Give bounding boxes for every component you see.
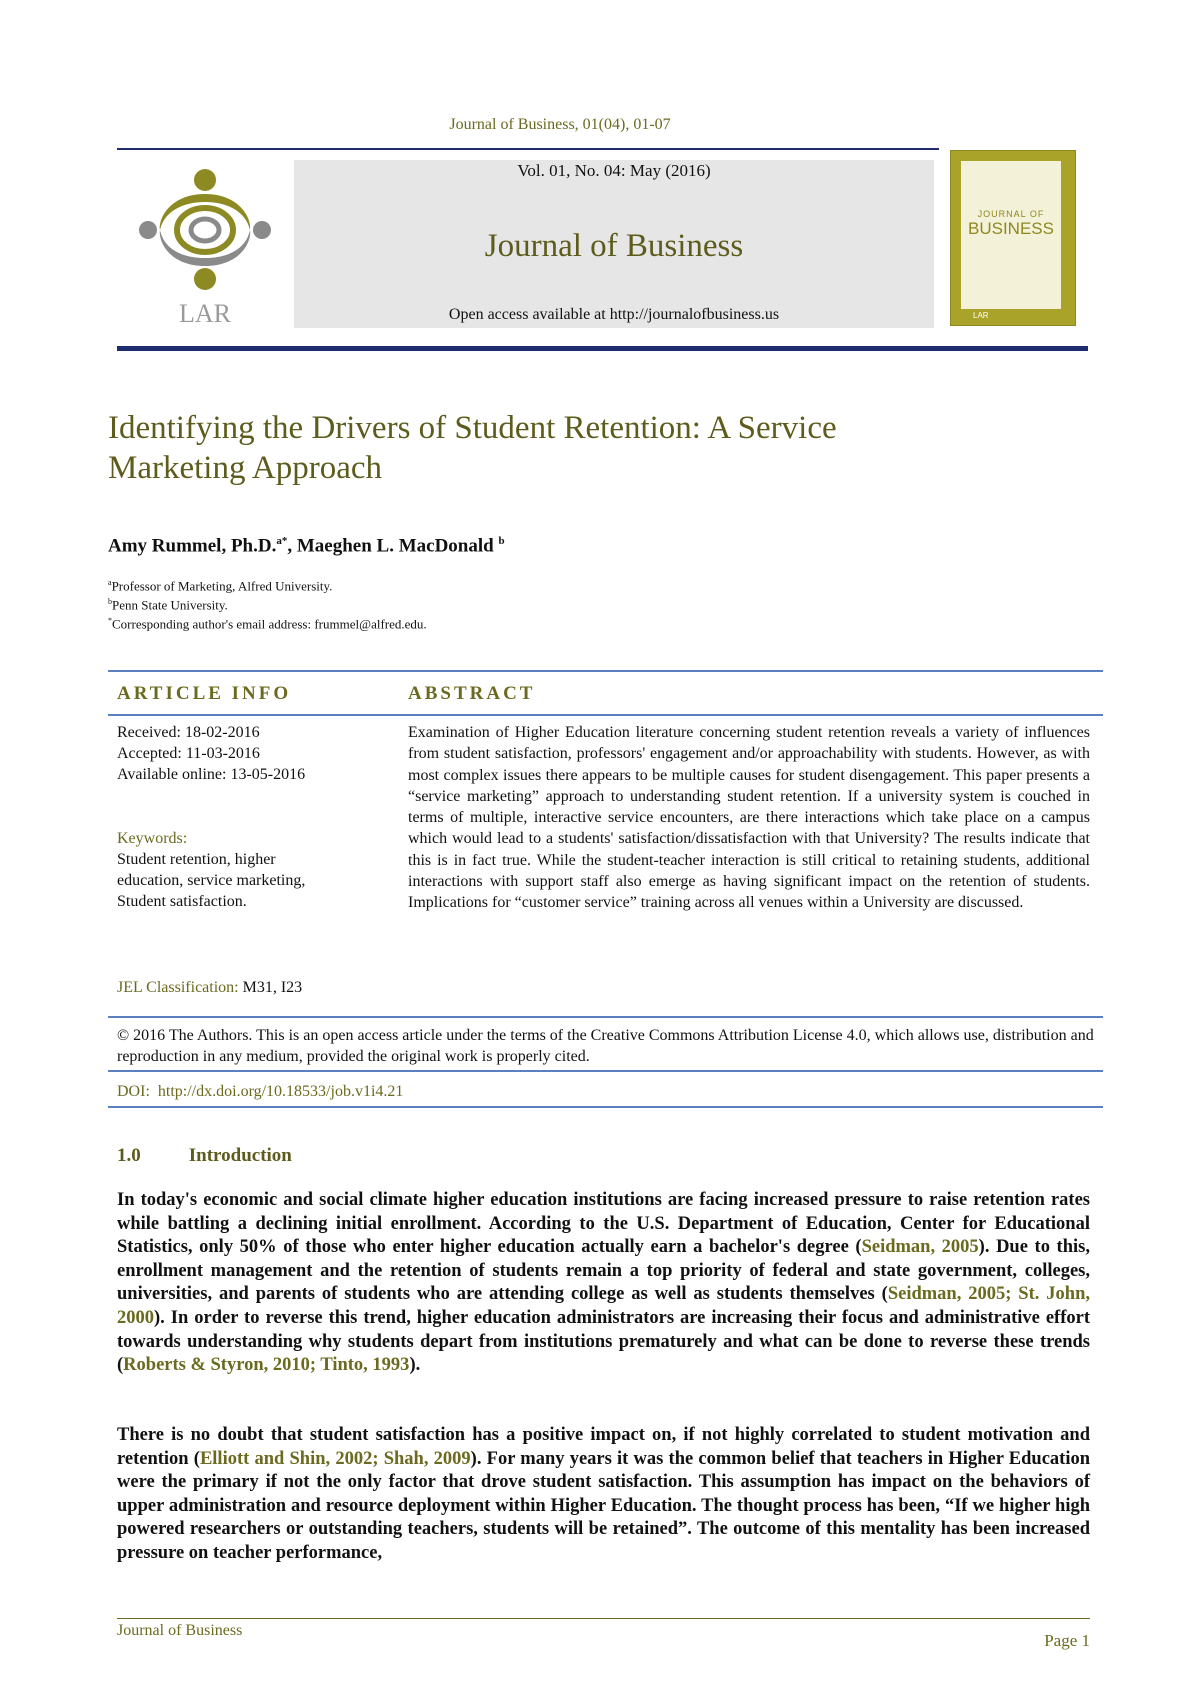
title-line-1: Identifying the Drivers of Student Retention: A Service <box>108 410 837 446</box>
footer-rule <box>117 1618 1090 1619</box>
keywords-line-1: Student retention, higher <box>117 851 276 868</box>
title-line-2: Marketing Approach <box>108 450 383 486</box>
info-top-rule <box>108 670 1103 672</box>
journal-name: Journal of Business <box>484 228 744 264</box>
citation[interactable]: Roberts & Styron, 2010; Tinto, 1993 <box>123 1355 410 1376</box>
intro-paragraph-1: In today's economic and social climate higher education institutions are facing increased pressure to raise retention rates while battling a declining initial enrollment. According to the U.S. Department of Education, Center for Educational Statistics, only 50% of those who enter higher education actually earn a bachelor's degree (Seidman, 2005). Due to this, enrollment management and the retention of students remain a top priority of federal and state government, colleges, universities, and parents of students who are attending college as well as students themselves (Seidman, 2005; St. John, 2000). In order to reverse this trend, higher education administrators are increasing their focus and administrative effort towards understanding why students depart from institutions prematurely and what can be done to reverse these trends (Roberts & Styron, 2010; Tinto, 1993). <box>117 1190 1090 1376</box>
jel-classification: JEL Classification: M31, I23 <box>117 979 303 996</box>
section-heading <box>117 1145 292 1167</box>
abstract-heading: ABSTRACT <box>408 683 536 704</box>
page-number: Page 1 <box>1044 1631 1090 1650</box>
article-info-heading: ARTICLE INFO <box>117 683 292 704</box>
section-number: 1.0 <box>117 1145 141 1166</box>
received-date: Received: 18-02-2016 <box>117 724 260 741</box>
section-title: Introduction <box>188 1145 292 1166</box>
intro-paragraph-2: There is no doubt that student satisfaction has a positive impact on, if not highly correlated to student motivation and retention (Elliott and Shin, 2002; Shah, 2009). For many years it was the common belief that teachers in Higher Education were the primary if not the only factor that drove student satisfaction. This assumption has impact on the behaviors of upper administration and resource deployment within Higher Education. The thought process has been, “If we higher high powered researchers or outstanding teachers, students will be retained”. The outcome of this mentality has been increased pressure on teacher performance, <box>117 1425 1090 1563</box>
info-heading-rule <box>108 714 1103 716</box>
affiliation-b: $^b$Penn State University. <box>108 597 228 613</box>
journal-cover-thumbnail <box>950 150 1076 326</box>
cover-small-title: JOURNAL OF <box>977 209 1045 219</box>
license-text: © 2016 The Authors. This is an open access article under the terms of the Creative Commons Attribution License 4.0, which allows use, distribution and reproduction in any medium, provided the original work is properly cited. <box>117 1027 1094 1065</box>
header-thick-rule <box>117 346 1088 351</box>
author-separator: , <box>287 535 297 557</box>
footer-journal: Journal of Business <box>117 1622 243 1639</box>
issue-info: Vol. 01, No. 04: May (2016) <box>517 161 711 180</box>
author-2-affiliation-mark: b <box>498 535 505 547</box>
doi-link[interactable]: http://dx.doi.org/10.18533/job.v1i4.21 <box>157 1083 404 1100</box>
license-top-rule <box>108 1016 1103 1018</box>
article-title <box>108 408 1108 488</box>
corresponding-author: *Corresponding author's email address: frummel@alfred.edu. <box>108 616 427 632</box>
running-head: Journal of Business, 01(04), 01-07 <box>449 116 671 133</box>
publisher-logo <box>130 164 280 329</box>
lar-logo-icon <box>130 164 280 329</box>
doi-top-rule <box>108 1070 1103 1072</box>
affiliation-a: $^a$Professor of Marketing, Alfred University. <box>108 578 333 594</box>
open-access-note: Open access available at http://journalofbusiness.us <box>448 306 780 323</box>
citation[interactable]: Seidman, 2005; St. John, 2000 <box>117 1284 1090 1328</box>
doi: DOI: http://dx.doi.org/10.18533/job.v1i4.21 <box>117 1083 404 1100</box>
citation[interactable]: Elliott and Shin, 2002; Shah, 2009 <box>199 1448 471 1469</box>
logo-text: LAR <box>179 299 231 328</box>
abstract-text: Examination of Higher Education literature concerning student retention reveals a variety of influences from student satisfaction, professors' engagement and/or approachability with students. However, as with most complex issues there appears to be multiple causes for student disengagement. This paper presents a “service marketing” approach to understanding student retention. If a university system is couched in terms of multiple, interactive service encounters, are there interactions which take place on a campus which would lead to a students' satisfaction/dissatisfaction with that University? The results indicate that this is in fact true. While the student-teacher interaction is still critical to retaining students, additional interactions with support staff also emerge as having significant impact on the retention of students. Implications for “customer service” training across all venues within a University are discussed. <box>408 724 1090 912</box>
author-1-affiliation-mark: a* <box>276 535 288 547</box>
online-date: Available online: 13-05-2016 <box>117 766 306 783</box>
header-rule <box>117 148 939 150</box>
cover-publisher: LAR <box>973 311 989 320</box>
author-list <box>108 535 505 557</box>
journal-banner <box>294 160 934 328</box>
keywords-line-2: education, service marketing, <box>117 872 306 889</box>
cover-big-title: BUSINESS <box>968 219 1054 238</box>
citation[interactable]: Seidman, 2005 <box>861 1237 979 1258</box>
accepted-date: Accepted: 11-03-2016 <box>117 745 260 762</box>
author-1: Amy Rummel, Ph.D. <box>108 535 277 557</box>
keywords-line-3: Student satisfaction. <box>117 893 247 910</box>
keywords-label: Keywords: <box>117 830 188 847</box>
author-2: Maeghen L. MacDonald <box>296 535 494 557</box>
doi-bottom-rule <box>108 1106 1103 1108</box>
